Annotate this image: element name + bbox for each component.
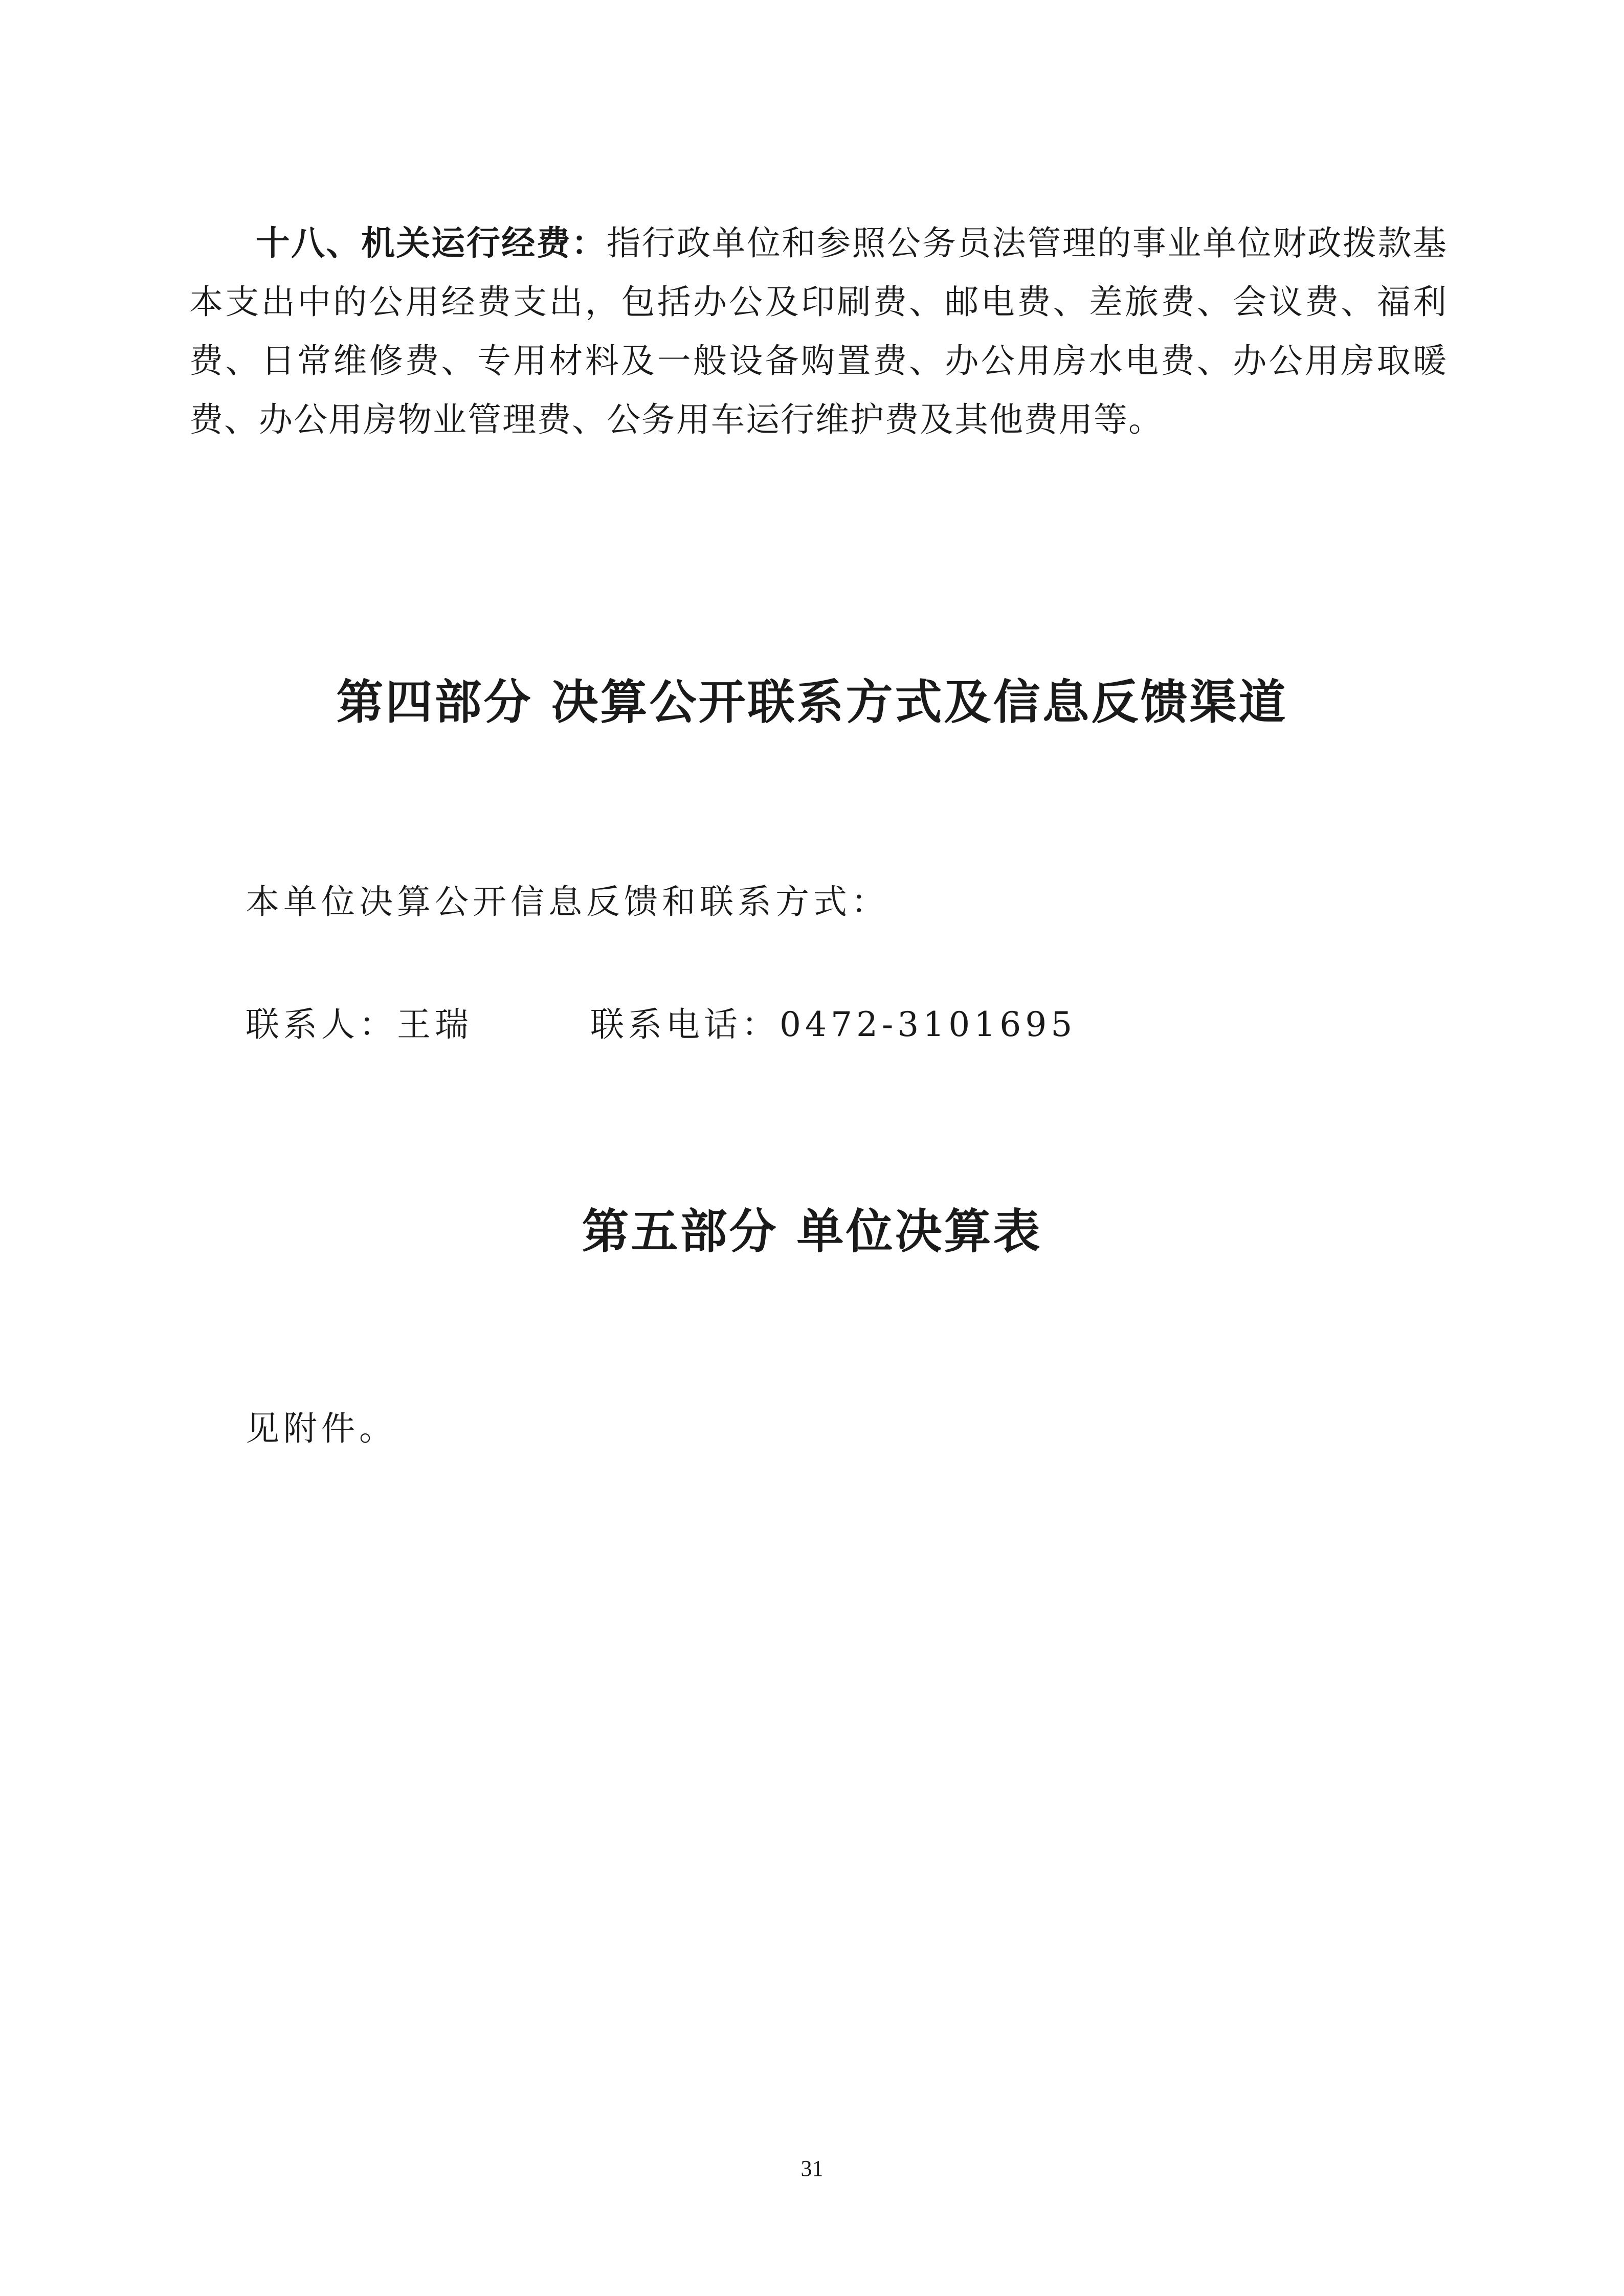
page-number: 31 bbox=[800, 2156, 824, 2181]
section-18-paragraph bbox=[189, 214, 1448, 449]
section-18-term: 十八、机关运行经费： bbox=[256, 223, 607, 263]
part-4-heading: 第四部分 决算公开联系方式及信息反馈渠道 bbox=[336, 675, 1288, 730]
part-4-intro: 本单位决算公开信息反馈和联系方式： bbox=[246, 882, 889, 921]
contact-person-label: 联系人： bbox=[246, 1005, 397, 1044]
phone-label: 联系电话： bbox=[590, 1005, 780, 1044]
part-5-heading: 第五部分 单位决算表 bbox=[582, 1204, 1042, 1259]
contact-person-name: 王瑞 bbox=[397, 1005, 473, 1044]
contact-line bbox=[246, 997, 1076, 1046]
part-5-note: 见附件。 bbox=[246, 1409, 397, 1448]
section-18-body: 指行政单位和参照公务员法管理的事业单位财政拨款基本支出中的公用经费支出，包括办公及印刷费、邮电费、差旅费、会议费、福利费、日常维修费、专用材料及一般设备购置费、办公用房水电费、办公用房取暖费、办公用房物业管理费、公务用车运行维护费及其他费用等。 bbox=[189, 223, 1448, 439]
phone-number: 0472-3101695 bbox=[780, 1005, 1077, 1044]
